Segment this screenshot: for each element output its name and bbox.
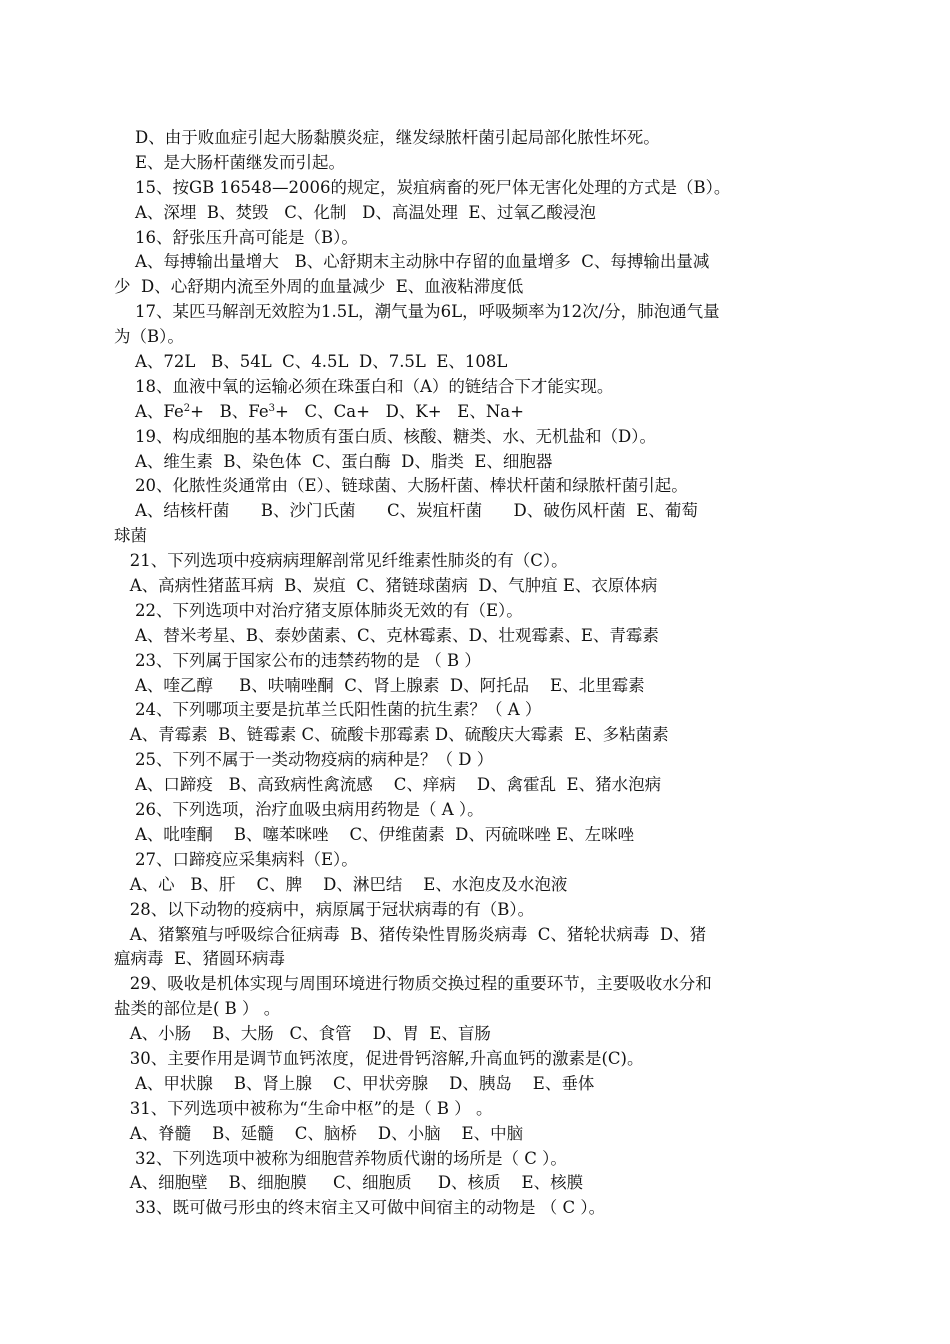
options-20-cont: 球菌 (114, 526, 147, 546)
options-21: A、高病性猪蓝耳病 B、炭疽 C、猪链球菌病 D、气肿疽 E、衣原体病 (114, 576, 658, 596)
question-33: 33、既可做弓形虫的终末宿主又可做中间宿主的动物是 （ C ）。 (114, 1198, 606, 1218)
document-body (114, 126, 840, 1221)
question-27: 27、口蹄疫应采集病料（E）。 (114, 849, 358, 869)
question-29-cont: 盐类的部位是( B ） 。 (114, 999, 281, 1019)
options-22: A、替米考星、B、泰妙菌素、C、克林霉素、D、壮观霉素、E、青霉素 (114, 625, 659, 645)
question-21: 21、下列选项中疫病病理解剖常见纤维素性肺炎的有（C）。 (114, 551, 568, 571)
question-31: 31、下列选项中被称为“生命中枢”的是（ B ） 。 (114, 1098, 493, 1118)
option-text: A、Fe (114, 401, 184, 421)
options-28-cont: 瘟病毒 E、猪圆环病毒 (114, 949, 286, 969)
options-18 (114, 400, 840, 425)
question-17-cont: 为（B）。 (114, 327, 184, 347)
question-20: 20、化脓性炎通常由（E）、链球菌、大肠杆菌、棒状杆菌和绿脓杆菌引起。 (114, 476, 688, 496)
options-24: A、青霉素 B、链霉素 C、硫酸卡那霉素 D、硫酸庆大霉素 E、多粘菌素 (114, 725, 669, 745)
question-29: 29、吸收是机体实现与周围环境进行物质交换过程的重要环节，主要吸收水分和 (114, 974, 712, 994)
question-24: 24、下列哪项主要是抗革兰氏阳性菌的抗生素？（ A ） (114, 700, 542, 720)
option-text: + B、Fe (190, 401, 269, 421)
question-15: 15、按GB 16548—2006的规定，炭疽病畜的死尸体无害化处理的方式是（B）。 (114, 177, 731, 197)
question-30: 30、主要作用是调节血钙浓度，促进骨钙溶解,升高血钙的激素是(C)。 (114, 1048, 644, 1068)
question-22: 22、下列选项中对治疗猪支原体肺炎无效的有（E）。 (114, 600, 523, 620)
option-text: + C、Ca+ D、K+ E、Na+ (274, 401, 524, 421)
text-line: E、是大肠杆菌继发而引起。 (114, 152, 346, 172)
options-27: A、心 B、肝 C、脾 D、淋巴结 E、水泡皮及水泡液 (114, 874, 568, 894)
superscript: 2 (183, 402, 191, 414)
options-20: A、结核杆菌 B、沙门氏菌 C、炭疽杆菌 D、破伤风杆菌 E、葡萄 (114, 501, 698, 521)
options-23: A、喹乙醇 B、呋喃唑酮 C、肾上腺素 D、阿托品 E、北里霉素 (114, 675, 645, 695)
question-26: 26、下列选项，治疗血吸虫病用药物是（ A ）。 (114, 800, 484, 820)
options-26: A、吡喹酮 B、噻苯咪唑 C、伊维菌素 D、丙硫咪唑 E、左咪唑 (114, 824, 635, 844)
superscript: 3 (268, 402, 275, 414)
question-28: 28、以下动物的疫病中，病原属于冠状病毒的有（B）。 (114, 899, 535, 919)
options-15: A、深埋 B、焚毁 C、化制 D、高温处理 E、过氧乙酸浸泡 (114, 202, 596, 222)
question-19: 19、构成细胞的基本物质有蛋白质、核酸、糖类、水、无机盐和（D）。 (114, 426, 656, 446)
text-line: D、由于败血症引起大肠黏膜炎症，继发绿脓杆菌引起局部化脓性坏死。 (114, 128, 660, 147)
question-17: 17、某匹马解剖无效腔为1.5L，潮气量为6L，呼吸频率为12次/分，肺泡通气量 (114, 302, 720, 322)
options-19: A、维生素 B、染色体 C、蛋白酶 D、脂类 E、细胞器 (114, 451, 553, 471)
options-16: A、每搏输出量增大 B、心舒期末主动脉中存留的血量增多 C、每搏输出量减 (114, 252, 710, 272)
question-25: 25、下列不属于一类动物疫病的病种是？（ D ） (114, 750, 494, 770)
options-31: A、脊髓 B、延髓 C、脑桥 D、小脑 E、中脑 (114, 1123, 524, 1143)
options-28: A、猪繁殖与呼吸综合征病毒 B、猪传染性胃肠炎病毒 C、猪轮状病毒 D、猪 (114, 924, 707, 944)
options-32: A、细胞壁 B、细胞膜 C、细胞质 D、核质 E、核膜 (114, 1173, 584, 1193)
question-23: 23、下列属于国家公布的违禁药物的是 （ B ） (114, 650, 481, 670)
options-25: A、口蹄疫 B、高致病性禽流感 C、痒病 D、禽霍乱 E、猪水泡病 (114, 775, 662, 795)
options-30: A、甲状腺 B、肾上腺 C、甲状旁腺 D、胰岛 E、垂体 (114, 1073, 595, 1093)
question-18: 18、血液中氧的运输必须在珠蛋白和（A）的链结合下才能实现。 (114, 376, 614, 396)
options-29: A、小肠 B、大肠 C、食管 D、胃 E、盲肠 (114, 1024, 491, 1044)
question-16: 16、舒张压升高可能是（B）。 (114, 227, 358, 247)
options-17: A、72L B、54L C、4.5L D、7.5L E、108L (114, 352, 508, 372)
options-16-cont: 少 D、心舒期内流至外周的血量减少 E、血液粘滞度低 (114, 277, 524, 297)
question-32: 32、下列选项中被称为细胞营养物质代谢的场所是（ C ）。 (114, 1148, 567, 1168)
